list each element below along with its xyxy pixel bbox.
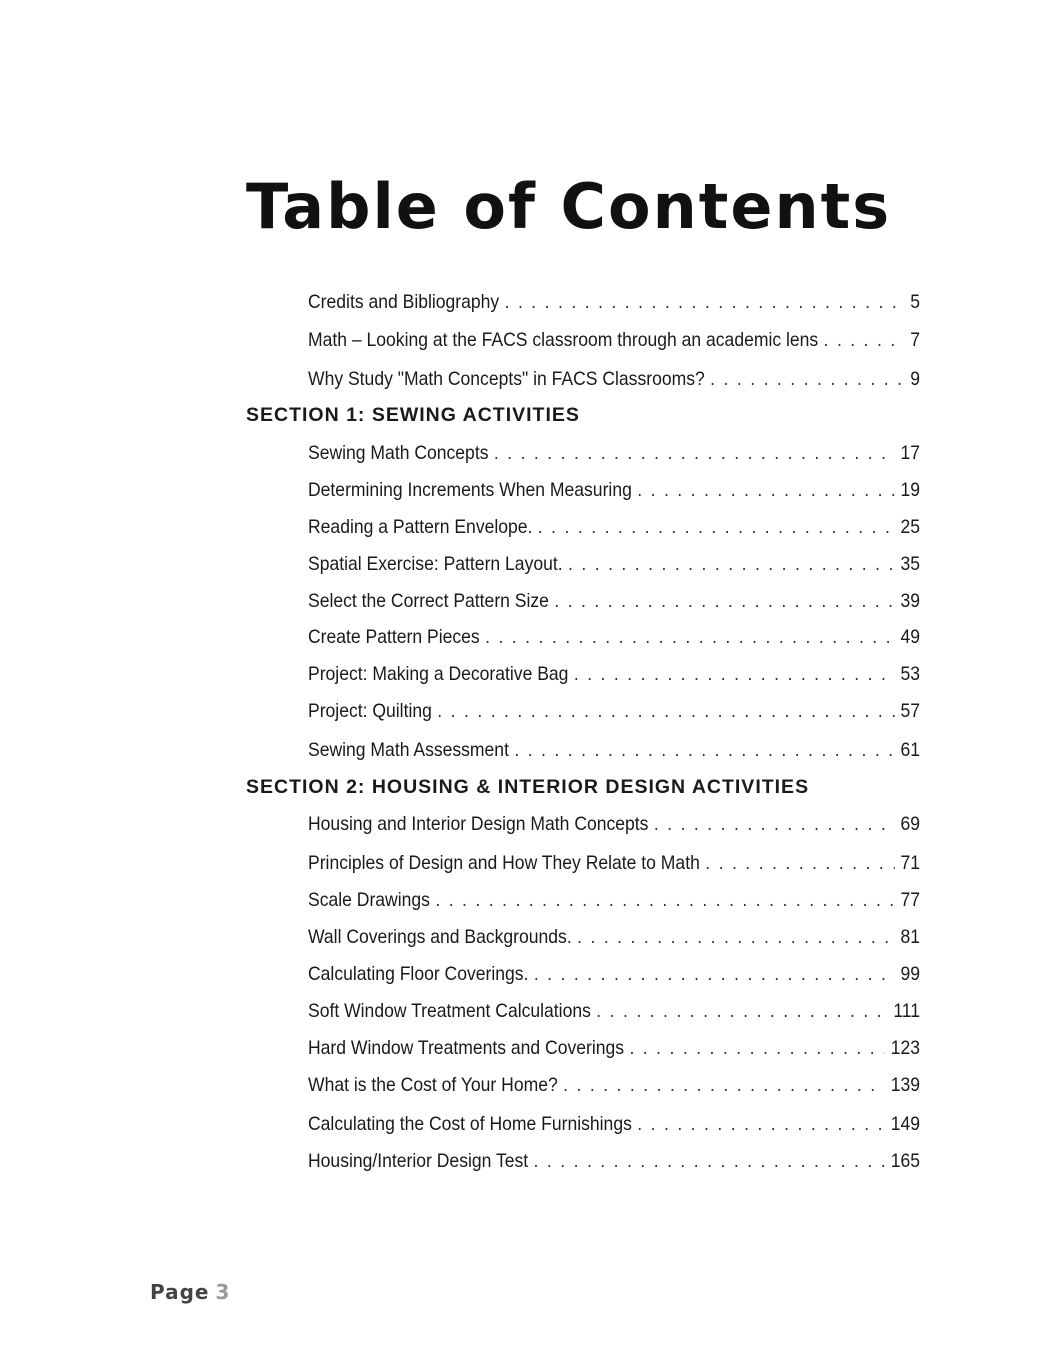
toc-entry-page: 139 bbox=[890, 1074, 920, 1096]
dot-leader bbox=[574, 661, 895, 687]
section-heading: SECTION 1: SEWING ACTIVITIES bbox=[246, 404, 580, 426]
dot-leader bbox=[654, 811, 895, 837]
toc-entry-page: 81 bbox=[900, 926, 920, 948]
toc-entry-page: 61 bbox=[900, 739, 920, 761]
toc-entry-page: 19 bbox=[900, 479, 920, 501]
toc-entry-page: 25 bbox=[900, 516, 920, 538]
toc-entry-page: 111 bbox=[893, 1000, 920, 1022]
toc-entry-page: 5 bbox=[910, 291, 920, 313]
toc-entry[interactable] bbox=[308, 850, 920, 876]
toc-entry-page: 165 bbox=[890, 1150, 920, 1172]
toc-entry-label: Wall Coverings and Backgrounds. bbox=[308, 926, 572, 948]
dot-leader bbox=[538, 514, 895, 540]
toc-entry-label: Housing/Interior Design Test bbox=[308, 1150, 529, 1172]
toc-entry-page: 53 bbox=[900, 663, 920, 685]
dot-leader bbox=[554, 588, 895, 614]
toc-entry-label: What is the Cost of Your Home? bbox=[308, 1074, 558, 1096]
toc-entry-page: 9 bbox=[910, 368, 920, 390]
page-footer bbox=[150, 1280, 230, 1304]
dot-leader bbox=[568, 551, 895, 577]
toc-entry-label: Spatial Exercise: Pattern Layout. bbox=[308, 553, 563, 575]
toc-entry-label: Calculating the Cost of Home Furnishings bbox=[308, 1113, 632, 1135]
dot-leader bbox=[710, 366, 905, 392]
toc-entry-page: 35 bbox=[900, 553, 920, 575]
dot-leader bbox=[563, 1072, 885, 1098]
toc-entry[interactable] bbox=[308, 514, 920, 540]
toc-entry[interactable] bbox=[308, 661, 920, 687]
dot-leader bbox=[596, 998, 888, 1024]
toc-entry-label: Create Pattern Pieces bbox=[308, 626, 480, 648]
toc-entry-page: 77 bbox=[900, 889, 920, 911]
toc-entry-label: Credits and Bibliography bbox=[308, 291, 500, 313]
toc-entry[interactable] bbox=[308, 737, 920, 763]
toc-entry-label: Project: Quilting bbox=[308, 700, 432, 722]
toc-entry-page: 7 bbox=[910, 329, 920, 351]
toc-entry[interactable] bbox=[308, 887, 920, 913]
toc-entry[interactable] bbox=[308, 289, 920, 315]
toc-entry[interactable] bbox=[308, 1072, 920, 1098]
dot-leader bbox=[494, 440, 895, 466]
toc-entry-page: 149 bbox=[890, 1113, 920, 1135]
toc-entry[interactable] bbox=[308, 1148, 920, 1174]
dot-leader bbox=[705, 850, 895, 876]
toc-entry[interactable] bbox=[308, 366, 920, 392]
toc-entry-label: Calculating Floor Coverings. bbox=[308, 963, 529, 985]
toc-entry[interactable] bbox=[308, 698, 920, 724]
toc-entry-label: Project: Making a Decorative Bag bbox=[308, 663, 569, 685]
toc-entry-label: Scale Drawings bbox=[308, 889, 430, 911]
toc-entry-page: 39 bbox=[900, 590, 920, 612]
toc-entry-label: Sewing Math Assessment bbox=[308, 739, 509, 761]
dot-leader bbox=[514, 737, 895, 763]
footer-label: Page bbox=[150, 1280, 210, 1304]
toc-entry-label: Reading a Pattern Envelope. bbox=[308, 516, 533, 538]
section-heading: SECTION 2: HOUSING & INTERIOR DESIGN ACTIVITIES bbox=[246, 776, 810, 798]
dot-leader bbox=[534, 1148, 886, 1174]
toc-entry[interactable] bbox=[308, 624, 920, 650]
dot-leader bbox=[505, 289, 905, 315]
toc-entry[interactable] bbox=[308, 998, 920, 1024]
dot-leader bbox=[435, 887, 895, 913]
toc-entry[interactable] bbox=[308, 440, 920, 466]
toc-entry-label: Hard Window Treatments and Coverings bbox=[308, 1037, 625, 1059]
toc-entry[interactable] bbox=[308, 1111, 920, 1137]
toc-entry-label: Soft Window Treatment Calculations bbox=[308, 1000, 591, 1022]
toc-entry-label: Principles of Design and How They Relate to Math bbox=[308, 852, 700, 874]
dot-leader bbox=[577, 924, 895, 950]
toc-entry-label: Select the Correct Pattern Size bbox=[308, 590, 549, 612]
toc-entry-page: 17 bbox=[900, 442, 920, 464]
toc-entry[interactable] bbox=[308, 327, 920, 353]
toc-entry-label: Determining Increments When Measuring bbox=[308, 479, 632, 501]
dot-leader bbox=[637, 1111, 885, 1137]
dot-leader bbox=[629, 1035, 885, 1061]
toc-entry[interactable] bbox=[308, 1035, 920, 1061]
page-number: 3 bbox=[215, 1280, 231, 1304]
toc-entry-label: Math – Looking at the FACS classroom through an academic lens bbox=[308, 329, 819, 351]
dot-leader bbox=[534, 961, 895, 987]
page-title: Table of Contents bbox=[246, 170, 892, 243]
dot-leader bbox=[485, 624, 895, 650]
toc-entry-page: 99 bbox=[900, 963, 920, 985]
toc-entry-label: Housing and Interior Design Math Concepts bbox=[308, 813, 649, 835]
toc-entry-page: 49 bbox=[900, 626, 920, 648]
dot-leader bbox=[437, 698, 895, 724]
dot-leader bbox=[824, 327, 905, 353]
toc-entry[interactable] bbox=[308, 811, 920, 837]
toc-entry[interactable] bbox=[308, 477, 920, 503]
dot-leader bbox=[637, 477, 895, 503]
toc-entry-label: Sewing Math Concepts bbox=[308, 442, 489, 464]
toc-entry-page: 57 bbox=[900, 700, 920, 722]
toc-entry-page: 69 bbox=[900, 813, 920, 835]
toc-entry-page: 71 bbox=[900, 852, 920, 874]
toc-entry-page: 123 bbox=[890, 1037, 920, 1059]
toc-entry[interactable] bbox=[308, 588, 920, 614]
toc-entry-label: Why Study "Math Concepts" in FACS Classrooms? bbox=[308, 368, 705, 390]
toc-entry[interactable] bbox=[308, 961, 920, 987]
toc-entry[interactable] bbox=[308, 551, 920, 577]
toc-entry[interactable] bbox=[308, 924, 920, 950]
